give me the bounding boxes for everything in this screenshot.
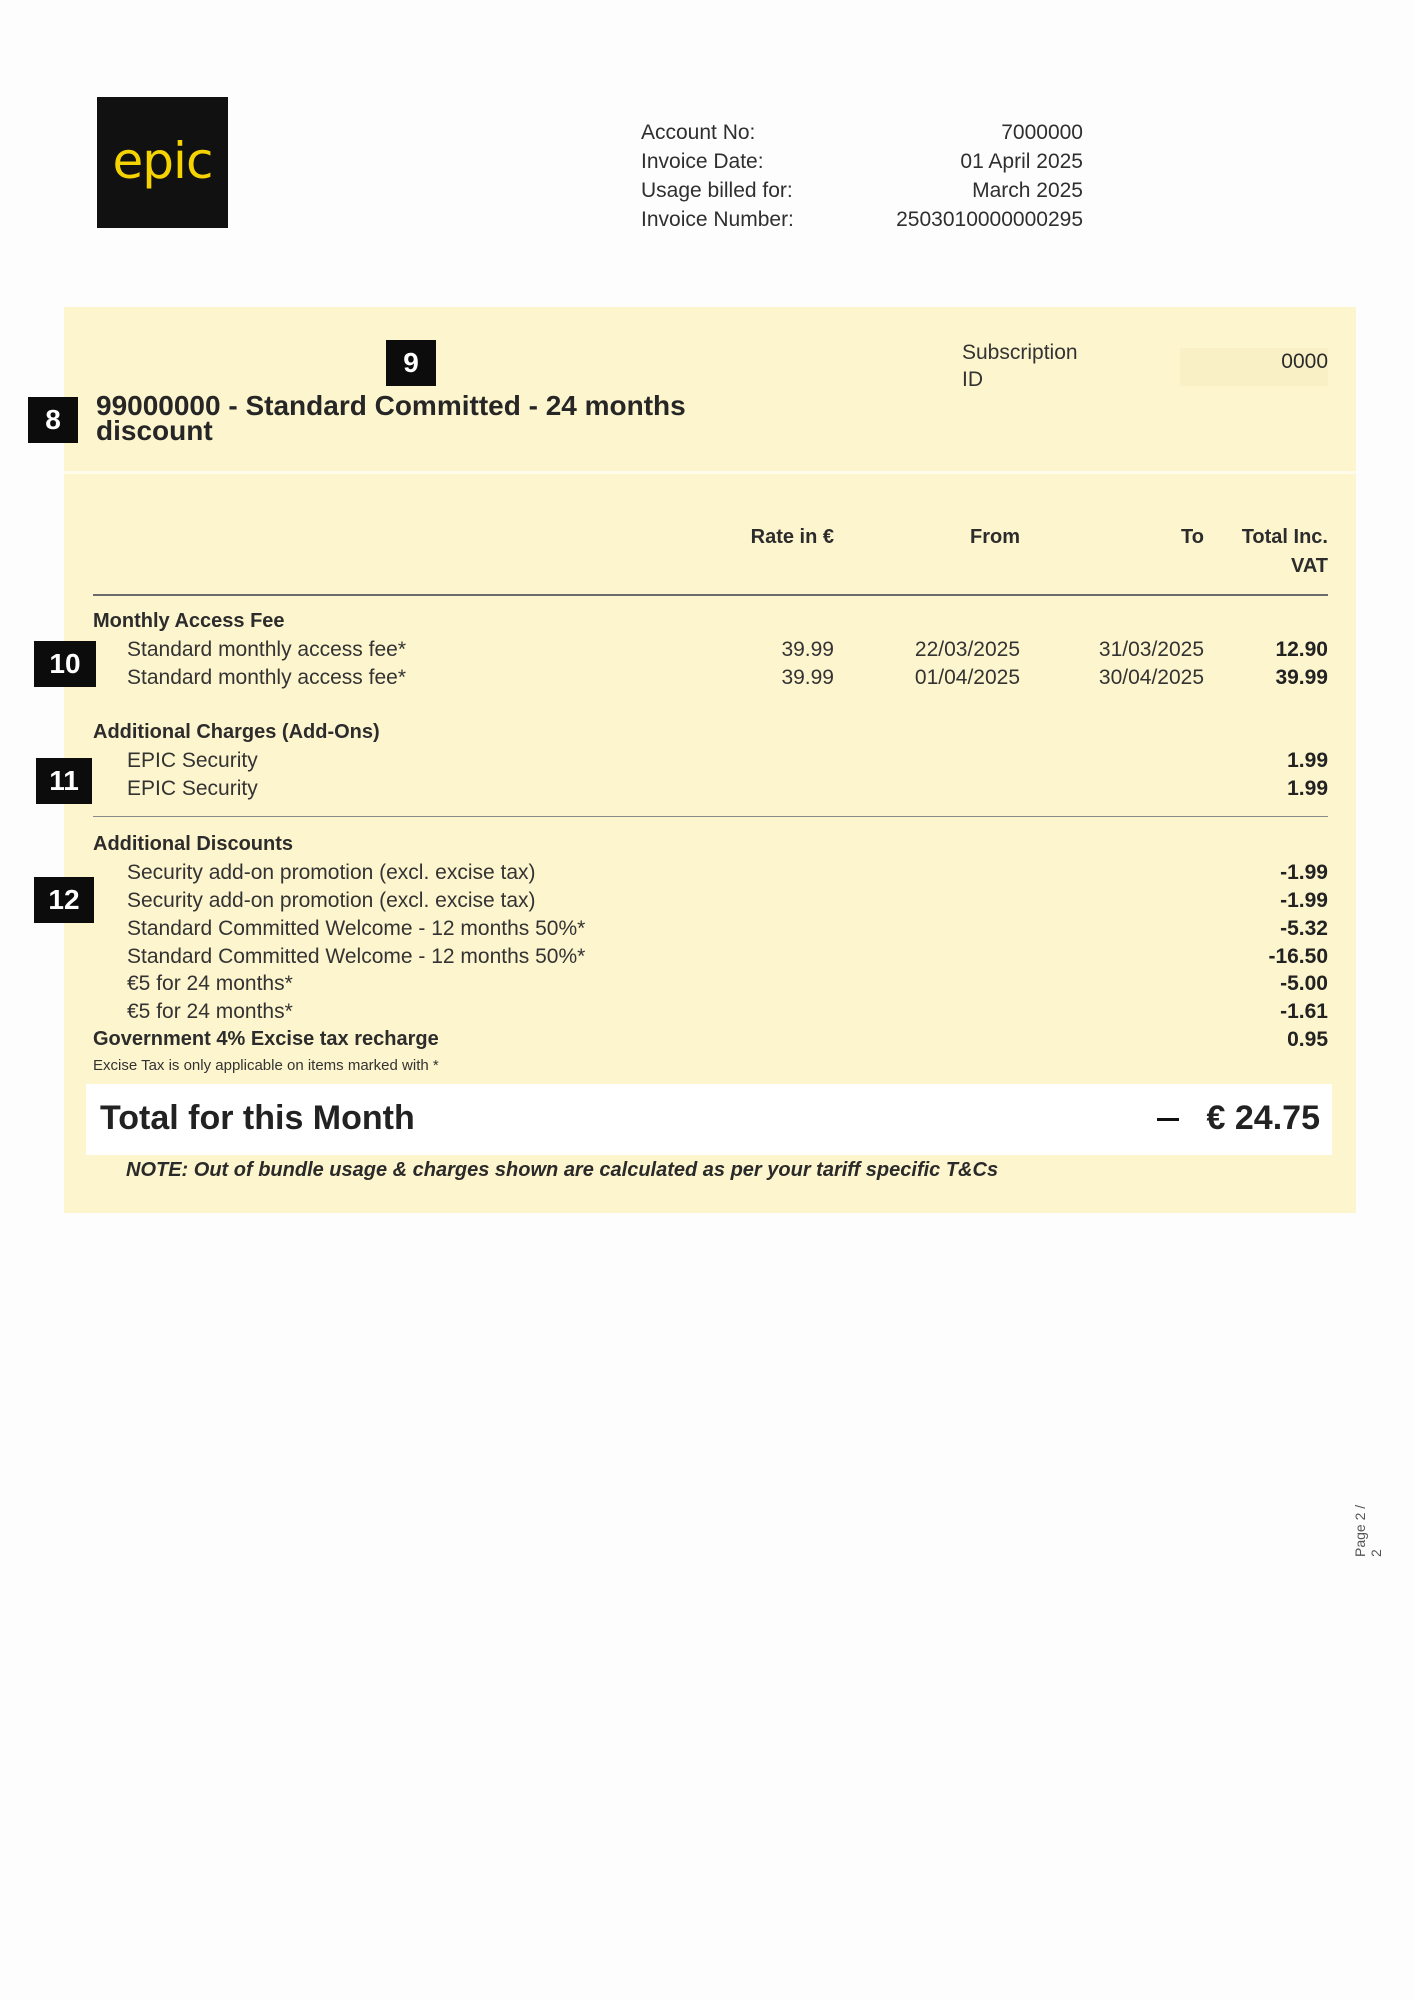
- table-row-total: -1.99: [1280, 889, 1328, 912]
- table-row-total: 12.90: [1275, 638, 1328, 661]
- page-number: Page 2 / 2: [1352, 1504, 1384, 1557]
- usage-value: March 2025: [972, 179, 1083, 202]
- table-row-from: 01/04/2025: [914, 666, 1020, 689]
- usage-row: [641, 176, 1083, 205]
- subscription-title: [96, 390, 686, 446]
- header-total: Total Inc. VAT: [1241, 526, 1328, 577]
- invoice-date-value: 01 April 2025: [960, 150, 1083, 173]
- excise-label: Government 4% Excise tax recharge: [93, 1028, 439, 1050]
- invoice-date-row: [641, 147, 1083, 176]
- table-row-desc: €5 for 24 months*: [127, 972, 293, 995]
- tariff-note: NOTE: Out of bundle usage & charges shown are calculated as per your tariff specific T&Cs: [126, 1159, 999, 1181]
- section-discounts: Additional Discounts: [93, 833, 293, 855]
- header-from: From: [970, 526, 1020, 548]
- header-rate: Rate in €: [750, 526, 834, 548]
- table-row-desc: EPIC Security: [127, 777, 258, 800]
- table-row-total: -1.61: [1280, 1000, 1328, 1023]
- invoice-number-value: 2503010000000295: [896, 208, 1083, 231]
- section-addons: Additional Charges (Add-Ons): [93, 721, 380, 743]
- table-row-desc: Standard Committed Welcome - 12 months 50%*: [127, 945, 586, 968]
- table-header-rule: [93, 594, 1328, 596]
- total-label: Total for this Month: [100, 1099, 415, 1137]
- account-row: [641, 118, 1083, 147]
- usage-label: Usage billed for:: [641, 179, 793, 202]
- subscription-id-value: 0000: [1180, 348, 1328, 386]
- logo-text: epic: [112, 131, 213, 190]
- table-row-desc: Standard Committed Welcome - 12 months 50%*: [127, 917, 586, 940]
- panel-divider: [64, 471, 1356, 474]
- subscription-title-line1: 99000000 - Standard Committed - 24 months: [96, 390, 686, 421]
- invoice-date-label: Invoice Date:: [641, 150, 764, 173]
- subscription-title-line2: discount: [96, 415, 213, 446]
- badge-12: 12: [34, 877, 94, 923]
- invoice-number-label: Invoice Number:: [641, 208, 794, 231]
- excise-value: 0.95: [1287, 1028, 1328, 1051]
- table-row-desc: EPIC Security: [127, 749, 258, 772]
- header-to: To: [1181, 526, 1204, 548]
- badge-11: 11: [36, 758, 92, 804]
- table-row-from: 22/03/2025: [914, 638, 1020, 661]
- badge-13-pointer: [1157, 1118, 1179, 1121]
- table-row-desc: Standard monthly access fee*: [127, 638, 406, 661]
- table-row-desc: €5 for 24 months*: [127, 1000, 293, 1023]
- table-row-to: 30/04/2025: [1098, 666, 1204, 689]
- section-monthly-access: Monthly Access Fee: [93, 610, 285, 632]
- table-row-total: -16.50: [1268, 945, 1328, 968]
- table-row-desc: Security add-on promotion (excl. excise tax): [127, 889, 536, 912]
- badge-8: 8: [28, 397, 78, 443]
- table-row-total: 39.99: [1275, 666, 1328, 689]
- table-row-total: -5.32: [1280, 917, 1328, 940]
- table-row-rate: 39.99: [781, 638, 834, 661]
- table-row-desc: Standard monthly access fee*: [127, 666, 406, 689]
- invoice-header-info: [641, 118, 1083, 234]
- badge-9: 9: [386, 340, 436, 386]
- badge-10: 10: [34, 641, 96, 687]
- addons-rule: [93, 816, 1328, 817]
- table-row-desc: Security add-on promotion (excl. excise tax): [127, 861, 536, 884]
- table-row-rate: 39.99: [781, 666, 834, 689]
- table-row-total: -1.99: [1280, 861, 1328, 884]
- account-label: Account No:: [641, 121, 756, 144]
- invoice-number-row: [641, 205, 1083, 234]
- account-value: 7000000: [1001, 121, 1083, 144]
- table-row-to: 31/03/2025: [1098, 638, 1204, 661]
- table-row-total: -5.00: [1280, 972, 1328, 995]
- subscription-id-label: Subscription ID: [962, 341, 1078, 391]
- excise-note: Excise Tax is only applicable on items marked with *: [93, 1057, 439, 1074]
- epic-logo: [97, 97, 228, 228]
- total-value: € 24.75: [1206, 1099, 1320, 1137]
- table-row-total: 1.99: [1287, 749, 1328, 772]
- table-row-total: 1.99: [1287, 777, 1328, 800]
